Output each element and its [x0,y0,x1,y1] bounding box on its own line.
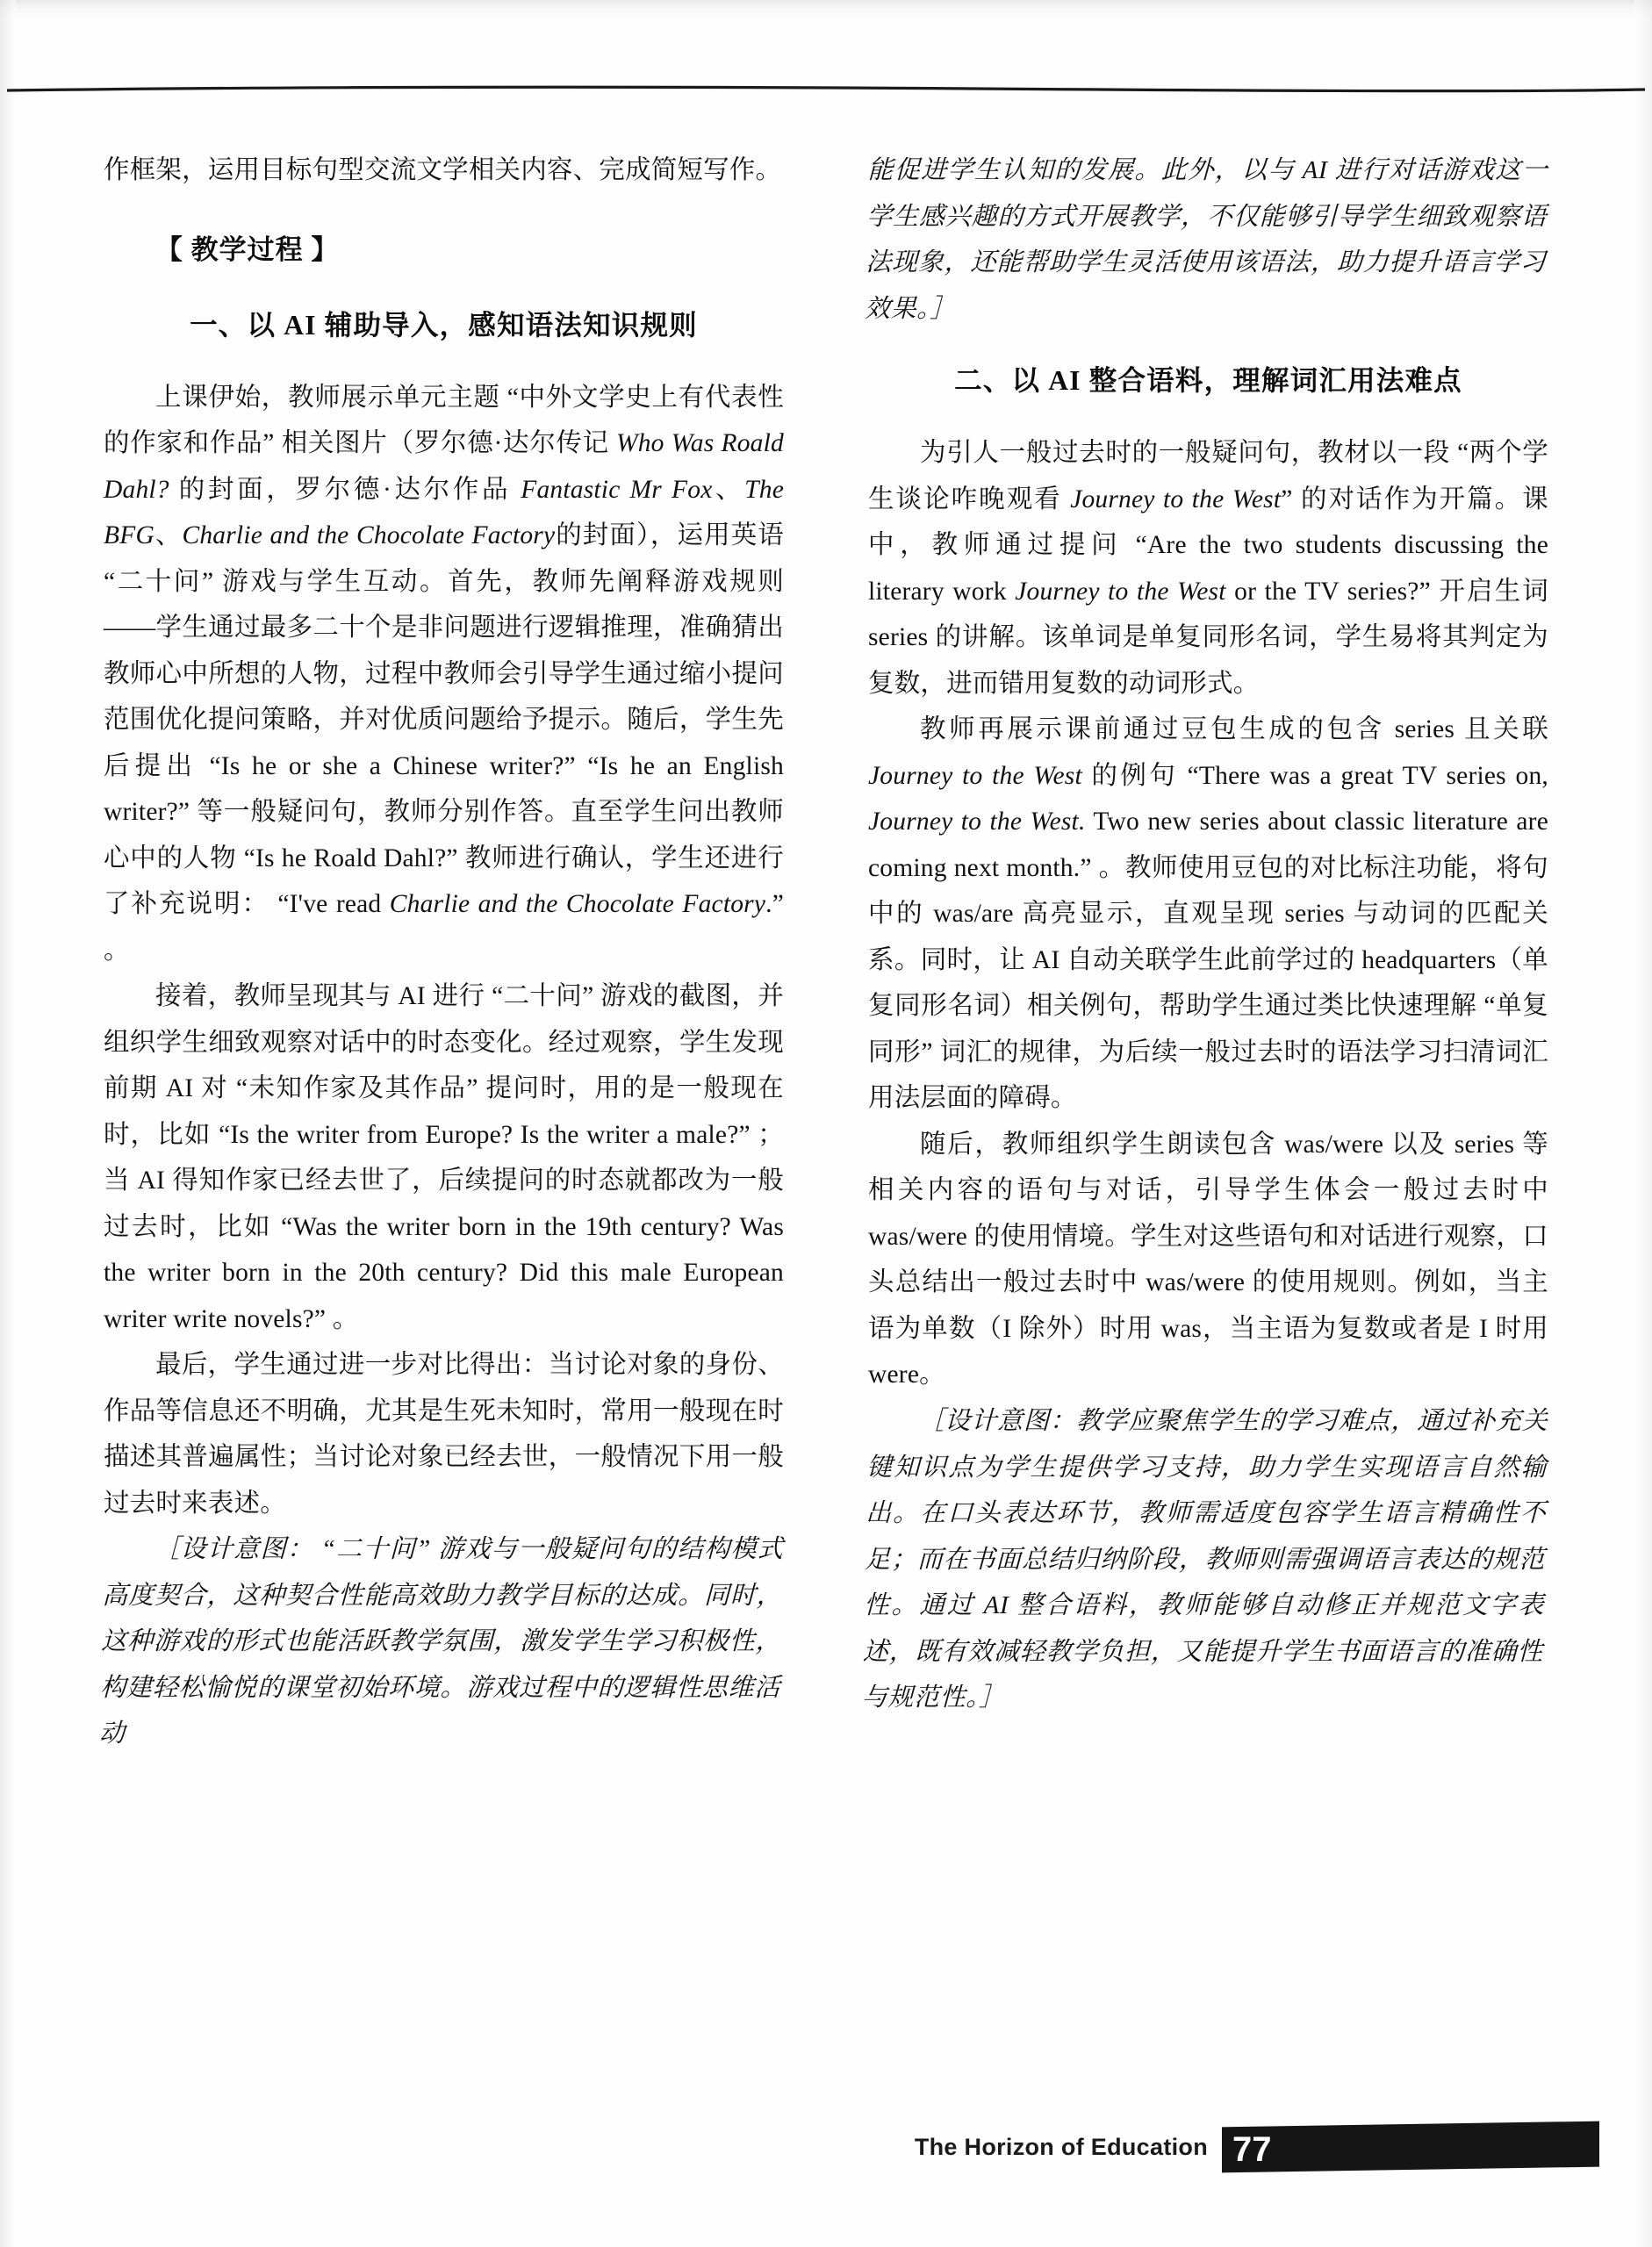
book-title-fantastic-mr-fox: Fantastic Mr Fox [521,475,713,504]
text-run: 的封面，罗尔德·达尔作品 [169,475,521,504]
text-run: 的例句 “There was a great TV series on, [1081,761,1548,790]
book-title-journey-to-the-west-4: Journey to the West. [868,808,1086,836]
text-run: .” 。 [104,890,785,965]
book-title-charlie-and-the-chocolate-factory: Charlie and the Chocolate Factory [182,521,556,549]
book-title-the-bfg: The BFG [104,475,785,549]
book-title-journey-to-the-west-3: Journey to the West [868,761,1082,790]
section-heading-two: 二、以 AI 整合语料，理解词汇用法难点 [954,365,1462,396]
text-run: 的封面），运用英语 “二十问” 游戏与学生互动。首先，教师先阐释游戏规则——学生通过最多二十个是非问题进行逻辑推理，准确猜出教师心中所想的人物，过程中教师会引导学生通过缩小提问范围优化提问策略，并对优质问题给予提示。随后，学生先后提出 “Is he or she a Chinese writer?” “Is he an English writer?” 等一般疑问句，教师分别作答。直至学生问出教师心中的人物 “Is he Roald Dahl?” 教师进行确认，学生还进行了补充说明： “I've read [104,521,784,918]
section-heading-one: 一、以 AI 辅助导入，感知语法知识规则 [190,309,698,341]
right-column [861,147,1549,1757]
teaching-process-heading: 【 教学过程 】 [154,233,340,265]
scan-edge-left [0,0,16,2247]
left-design-intent-paragraph: ［设计意图： “二十问” 游戏与一般疑问句的结构模式高度契合，这种契合性能高效助力教学目标的达成。同时，这种游戏的形式也能活跃教学氛围，激发学生学习积极性，构建轻松愉悦的课堂初始环境。游戏过程中的逻辑性思维活动 [98,1535,784,1748]
right-paragraph-1 [868,430,1548,707]
two-column-body [98,147,1549,1757]
text-run: 上课伊始，教师展示单元主题 “中外文学史上有代表性的作家和作品” 相关图片（罗尔德·达尔传记 [104,383,784,457]
text-run: 为引人一般过去时的一般疑问句，教材以一段 “两个学生谈论咋晚观看 [868,439,1548,513]
journal-footer-title: The Horizon of Education [914,2133,1208,2160]
text-run: or the TV series?” 开启生词 series 的讲解。该单词是单复同形名词，学生易将其判定为复数，进而错用复数的动词形式。 [868,577,1549,698]
page-number-bar [1222,2121,1599,2173]
left-continuation-paragraph: 作框架，运用目标句型交流文学相关内容、完成简短写作。 [104,156,782,184]
page-number: 77 [1232,2129,1272,2169]
header-divider-rule [7,84,1645,97]
right-paragraph-3: 随后，教师组织学生朗读包含 was/were 以及 series 等相关内容的语句与对话，引导学生体会一般过去时中 was/were 的使用情境。学生对这些语句和对话进行观察，口头总结出一般过去时中 was/were 的使用规则。例如，当主语为单数（I 除外）时用 was，当主语为复数或者是 I 时用 were。 [868,1130,1548,1389]
text-run: 、 [712,475,745,504]
text-run: 、 [154,521,183,549]
book-title-journey-to-the-west-2: Journey to the West [1015,577,1226,606]
right-design-intent-continuation: 能促进学生认知的发展。此外，以与 AI 进行对话游戏这一学生感兴趣的方式开展教学，不仅能够引导学生细致观察语法现象，还能帮助学生灵活使用该语法，助力提升语言学习效果。］ [864,156,1548,323]
text-run: 教师再展示课前通过豆包生成的包含 series 且关联 [920,715,1548,743]
left-paragraph-3: 最后，学生通过进一步对比得出：当讨论对象的身份、作品等信息还不明确，尤其是生死未知时，常用一般现在时描述其普遍属性；当讨论对象已经去世，一般情况下用一般过去时来表述。 [104,1351,784,1518]
scan-edge-right [1634,0,1652,2247]
left-column [98,147,785,1757]
page-footer [915,2122,1599,2172]
right-design-intent-paragraph: ［设计意图：教学应聚焦学生的学习难点，通过补充关键知识点为学生提供学习支持，助力学生实现语言自然输出。在口头表达环节，教师需适度包容学生语言精确性不足；而在书面总结归纳阶段，教师则需强调语言表达的规范性。通过 AI 整合语料，教师能够自动修正并规范文字表述，既有效减轻教学负担，又能提升学生书面语言的准确性与规范性。］ [861,1406,1548,1712]
book-title-who-was-roald-dahl: Who Was Roald Dahl? [104,429,784,504]
left-paragraph-2: 接着，教师呈现其与 AI 进行 “二十问” 游戏的截图，并组织学生细致观察对话中的时态变化。经过观察，学生发现前期 AI 对 “未知作家及其作品” 提问时，用的是一般现在时，比如 “Is the writer from Europe? Is the writer a male?” ；当 AI 得知作家已经去世了，后续提问的时态就都改为一般过去时，比如 “Was the writer born in the 19th century? Was the writer born in the 20th century? Did this male European writer write novels?” 。 [104,982,784,1333]
right-paragraph-2 [868,707,1548,1122]
scan-edge-top [0,0,1652,23]
text-run: Two new series about classic literature are coming next month.” 。教师使用豆包的对比标注功能，将句中的 was/are 高亮显示，直观呈现 series 与动词的匹配关系。同时，让 AI 自动关联学生此前学过的 headquarters（单复同形名词）相关例句，帮助学生通过类比快速理解 “单复同形” 词汇的规律，为后续一般过去时的语法学习扫清词汇用法层面的障碍。 [868,808,1548,1112]
book-title-journey-to-the-west: Journey to the West [1070,485,1282,513]
left-paragraph-1 [104,375,784,974]
text-run: ” 的对话作为开篇。课中，教师通过提问 “Are the two students discussing the literary work [868,485,1548,606]
book-title-charlie-and-the-chocolate-factory-2: Charlie and the Chocolate Factory [389,890,766,918]
